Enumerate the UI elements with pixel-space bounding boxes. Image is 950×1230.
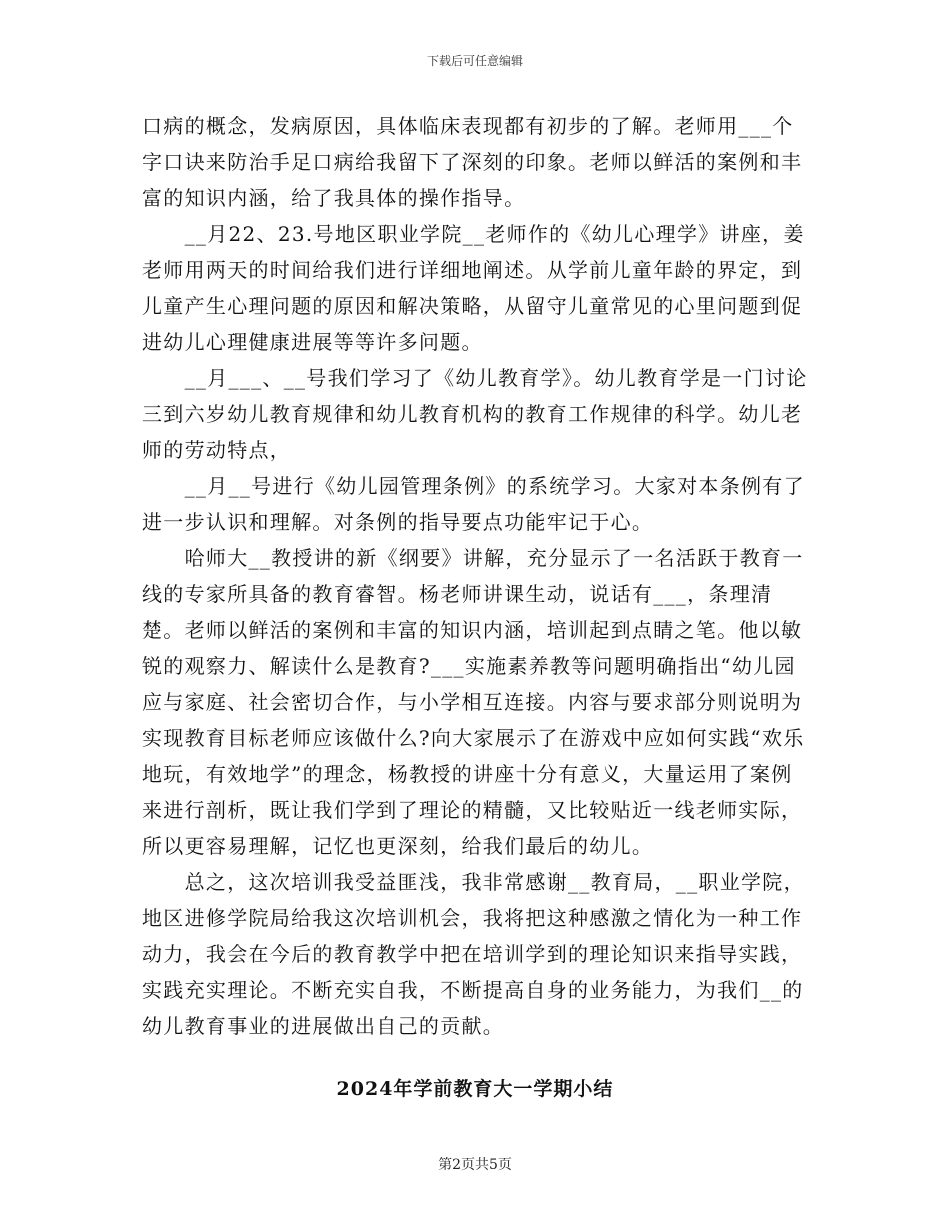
paragraph-psychology-lecture: __月22、23.号地区职业学院__老师作的《幼儿心理学》讲座，姜老师用两天的时间给我们进行详细地阐述。从学前儿童年龄的界定，到儿童产生心理问题的原因和解决策略，从留守儿童常见的心里问题到促进幼儿心理健康进展等等许多问题。 xyxy=(142,222,805,354)
paragraph-kindergarten-regulations: __月__号进行《幼儿园管理条例》的系统学习。大家对本条例有了进一步认识和理解。对条例的指导要点功能牢记于心。 xyxy=(142,474,805,534)
paragraph-pedagogy-study: __月___、__号我们学习了《幼儿教育学》。幼儿教育学是一门讨论三到六岁幼儿教育规律和幼儿教育机构的教育工作规律的科学。幼儿老师的劳动特点， xyxy=(142,366,808,462)
page-header: 下载后可任意编辑 xyxy=(426,54,523,68)
paragraph-hfmd-intro: 口病的概念，发病原因，具体临床表现都有初步的了解。老师用___个字口诀来防治手足口病给我留下了深刻的印象。老师以鲜活的案例和丰富的知识内涵，给了我具体的操作指导。 xyxy=(142,114,803,210)
paragraph-outline-lecture: 哈师大__教授讲的新《纲要》讲解，充分显示了一名活跃于教育一线的专家所具备的教育睿智。杨老师讲课生动，说话有___，条理清楚。老师以鲜活的案例和丰富的知识内涵，培训起到点睛之笔。他以敏锐的观察力、解读什么是教育?___实施素养教等问题明确指出“幼儿园应与家庭、社会密切合作，与小学相互连接。内容与要求部分则说明为实现教育目标老师应该做什么?向大家展示了在游戏中应如何实践“欢乐地玩，有效地学”的理念，杨教授的讲座十分有意义，大量运用了案例来进行剖析，既让我们学到了理论的精髓，又比较贴近一线老师实际，所以更容易理解，记忆也更深刻，给我们最后的幼儿。 xyxy=(142,546,805,858)
page-footer: 第2页共5页 xyxy=(438,1157,512,1173)
section-title: 2024年学前教育大一学期小结 xyxy=(336,1078,614,1100)
document-body xyxy=(142,108,812,1044)
paragraph-conclusion: 总之，这次培训我受益匪浅，我非常感谢__教育局，__职业学院，地区进修学院局给我这次培训机会，我将把这种感激之情化为一种工作动力，我会在今后的教育教学中把在培训学到的理论知识来指导实践，实践充实理论。不断充实自我，不断提高自身的业务能力，为我们__的幼儿教育事业的进展做出自己的贡献。 xyxy=(142,870,805,1038)
